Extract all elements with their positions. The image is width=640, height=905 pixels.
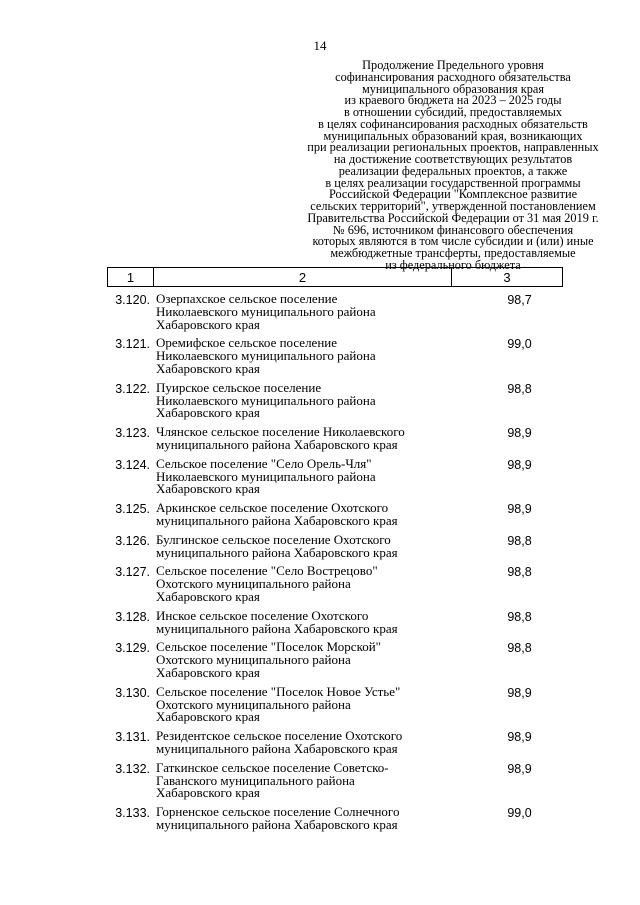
settlement-name-line: Охотского муниципального района <box>156 696 351 712</box>
settlement-name <box>156 730 456 756</box>
settlement-name-line: Резидентское сельское поселение Охотского <box>156 728 403 744</box>
cofinancing-level-value: 98,8 <box>507 565 532 580</box>
settlement-name-line: Члянское сельское поселение Николаевского <box>156 424 405 440</box>
settlement-name-line: Охотского муниципального района <box>156 576 351 592</box>
table-row <box>107 426 563 452</box>
cofinancing-level-value: 98,9 <box>507 685 532 700</box>
settlement-name <box>156 531 456 560</box>
table-row <box>107 683 563 725</box>
table-heading <box>288 60 618 272</box>
heading-line: из краевого бюджета на 2023 – 2025 годы <box>344 93 562 108</box>
table-body <box>107 293 563 838</box>
settlement-name-line: Гаткинское сельское поселение Советско- <box>156 759 389 775</box>
row-number: 3.131. <box>115 730 150 745</box>
row-number: 3.133. <box>115 806 150 821</box>
settlement-name-line: Николаевского муниципального района <box>156 348 376 364</box>
heading-line: из федерального бюджета <box>385 257 521 272</box>
settlement-name-line: Гаванского муниципального района <box>156 772 355 788</box>
cofinancing-level-value: 98,8 <box>507 533 532 548</box>
table-row <box>107 293 563 331</box>
heading-line: № 696, источником финансового обеспечения <box>332 222 574 237</box>
settlement-name <box>156 337 456 375</box>
settlement-name <box>156 426 456 452</box>
settlement-name-line: муниципального района Хабаровского края <box>156 512 398 528</box>
table-row <box>107 607 563 636</box>
settlement-name-line: Николаевского муниципального района <box>156 303 376 319</box>
settlement-name <box>156 683 456 725</box>
settlement-name <box>156 379 456 421</box>
row-number: 3.128. <box>115 609 150 624</box>
row-number: 3.132. <box>115 761 150 776</box>
table-row <box>107 806 563 832</box>
cofinancing-level-value: 98,9 <box>507 730 532 745</box>
heading-line: муниципального образования края <box>361 81 544 96</box>
settlement-name <box>156 455 456 497</box>
settlement-name <box>156 607 456 636</box>
column-header-3: 3 <box>503 269 511 285</box>
settlement-name-line: Хабаровского края <box>156 360 260 376</box>
table-header-row <box>107 267 563 287</box>
table-row <box>107 565 563 603</box>
settlement-name <box>156 806 456 832</box>
heading-line: на достижение соответствующих результатов <box>333 152 573 166</box>
cofinancing-level-value: 98,8 <box>507 641 532 656</box>
settlement-name-line: муниципального района Хабаровского края <box>156 620 398 636</box>
settlement-name-line: Аркинское сельское поселение Охотского <box>156 500 389 516</box>
row-number: 3.130. <box>115 685 150 700</box>
settlement-name-line: Хабаровского края <box>156 588 260 604</box>
row-number: 3.121. <box>115 337 150 352</box>
heading-line: софинансирования расходного обязательства <box>335 69 571 84</box>
heading-line: которых являются в том числе субсидии и (или) иные <box>312 234 594 249</box>
settlement-name-line: Булгинское сельское поселение Охотского <box>156 531 391 547</box>
table-row <box>107 730 563 756</box>
settlement-name-line: Сельское поселение "Село Орель-Чля" <box>156 455 372 471</box>
heading-line: сельских территорий", утвержденной постановлением <box>310 199 596 213</box>
row-number: 3.126. <box>115 533 150 548</box>
cofinancing-level-value: 98,7 <box>507 293 532 307</box>
cofinancing-level-value: 98,9 <box>507 502 532 517</box>
settlement-name-line: Хабаровского края <box>156 481 260 497</box>
heading-line: при реализации региональных проектов, направленных <box>307 140 599 155</box>
settlement-name-line: Пуирское сельское поселение <box>156 379 322 395</box>
settlement-name <box>156 759 456 801</box>
settlement-name <box>156 641 456 679</box>
settlement-name-line: Хабаровского края <box>156 664 260 680</box>
table-row <box>107 379 563 421</box>
settlement-name-line: Сельское поселение "Село Вострецово" <box>156 563 378 579</box>
settlement-name-line: Хабаровского края <box>156 405 260 421</box>
settlement-name-line: Хабаровского края <box>156 785 260 801</box>
table-row <box>107 759 563 801</box>
row-number: 3.124. <box>115 457 150 472</box>
table-row <box>107 531 563 560</box>
heading-line: Продолжение Предельного уровня <box>362 58 544 72</box>
settlement-name-line: Инское сельское поселение Охотского <box>156 607 369 623</box>
settlement-name <box>156 565 456 603</box>
settlement-name <box>156 293 456 331</box>
row-number: 3.129. <box>115 641 150 656</box>
row-number: 3.127. <box>115 565 150 580</box>
settlement-name-line: Сельское поселение "Поселок Новое Устье" <box>156 683 401 699</box>
settlement-name-line: Оремифское сельское поселение <box>156 335 338 351</box>
table-row <box>107 337 563 375</box>
cofinancing-level-value: 98,9 <box>507 457 532 472</box>
heading-line: в отношении субсидий, предоставляемых <box>343 105 563 119</box>
settlement-name-line: Сельское поселение "Поселок Морской" <box>156 639 381 655</box>
heading-line: в целях реализации государственной программы <box>325 175 581 190</box>
settlement-name-line: Хабаровского края <box>156 709 260 725</box>
page-number: 14 <box>313 38 327 53</box>
cofinancing-level-value: 99,0 <box>507 337 532 352</box>
settlement-name-line: муниципального района Хабаровского края <box>156 544 398 560</box>
table-row <box>107 641 563 679</box>
cofinancing-level-value: 98,8 <box>507 609 532 624</box>
settlement-name-line: муниципального района Хабаровского края <box>156 816 398 832</box>
heading-line: Российской Федерации "Комплексное развитие <box>328 187 578 202</box>
cofinancing-level-value: 98,9 <box>507 426 532 441</box>
row-number: 3.125. <box>115 502 150 517</box>
settlement-name-line: Озерпахское сельское поселение <box>156 291 338 306</box>
settlement-name-line: Охотского муниципального района <box>156 652 351 668</box>
column-header-2: 2 <box>154 268 452 286</box>
heading-line: в целях софинансирования расходных обязательств <box>318 116 588 131</box>
settlement-name-line: Горненское сельское поселение Солнечного <box>156 804 400 820</box>
cofinancing-level-value: 99,0 <box>507 806 532 821</box>
settlement-name-line: Николаевского муниципального района <box>156 468 376 484</box>
heading-line: Правительства Российской Федерации от 31 мая 2019 г. <box>307 210 599 225</box>
settlement-name-line: Хабаровского края <box>156 316 260 332</box>
row-number: 3.120. <box>115 293 150 307</box>
settlement-name-line: муниципального района Хабаровского края <box>156 740 398 756</box>
heading-line: реализации федеральных проектов, а также <box>338 163 568 178</box>
row-number: 3.123. <box>115 426 150 441</box>
row-number: 3.122. <box>115 381 150 396</box>
cofinancing-level-value: 98,8 <box>507 381 532 396</box>
column-header-1: 1 <box>108 268 154 286</box>
settlement-name-line: Николаевского муниципального района <box>156 392 376 408</box>
settlement-name <box>156 502 456 528</box>
heading-line: межбюджетные трансферты, предоставляемые <box>330 246 576 260</box>
table-row <box>107 502 563 528</box>
cofinancing-level-value: 98,9 <box>507 761 532 776</box>
heading-line: муниципальных образований края, возникающих <box>323 128 583 143</box>
table-row <box>107 455 563 497</box>
settlement-name-line: муниципального района Хабаровского края <box>156 436 398 452</box>
